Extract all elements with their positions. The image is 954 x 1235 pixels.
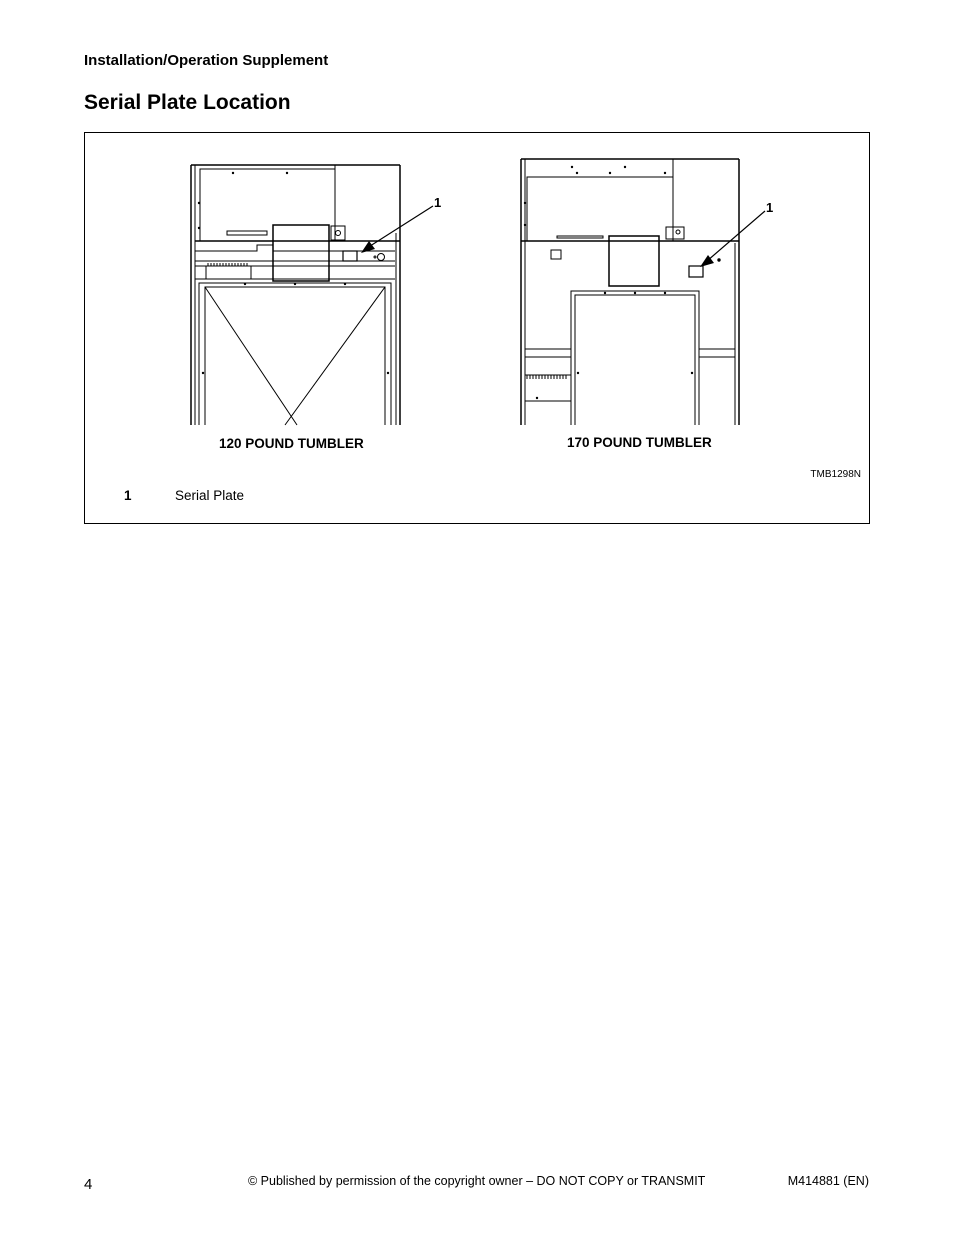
caption-170-pound: 170 POUND TUMBLER <box>567 435 712 450</box>
tumbler-170-drawing <box>521 159 765 425</box>
page-title: Serial Plate Location <box>84 91 291 114</box>
callout-number: 1 <box>766 200 774 215</box>
callout-number: 1 <box>434 195 442 210</box>
figure-id: TMB1298N <box>810 469 861 480</box>
page-number: 4 <box>84 1176 93 1193</box>
legend-text: Serial Plate <box>175 488 245 503</box>
copyright-notice: © Published by permission of the copyright owner – DO NOT COPY or TRANSMIT <box>248 1174 706 1188</box>
caption-120-pound: 120 POUND TUMBLER <box>219 436 364 451</box>
tumbler-drawings <box>85 133 869 523</box>
figure-frame <box>84 132 870 524</box>
tumbler-120-drawing <box>191 165 433 425</box>
section-header: Installation/Operation Supplement <box>84 52 329 69</box>
document-number: M414881 (EN) <box>787 1174 869 1188</box>
legend-number: 1 <box>124 488 132 503</box>
